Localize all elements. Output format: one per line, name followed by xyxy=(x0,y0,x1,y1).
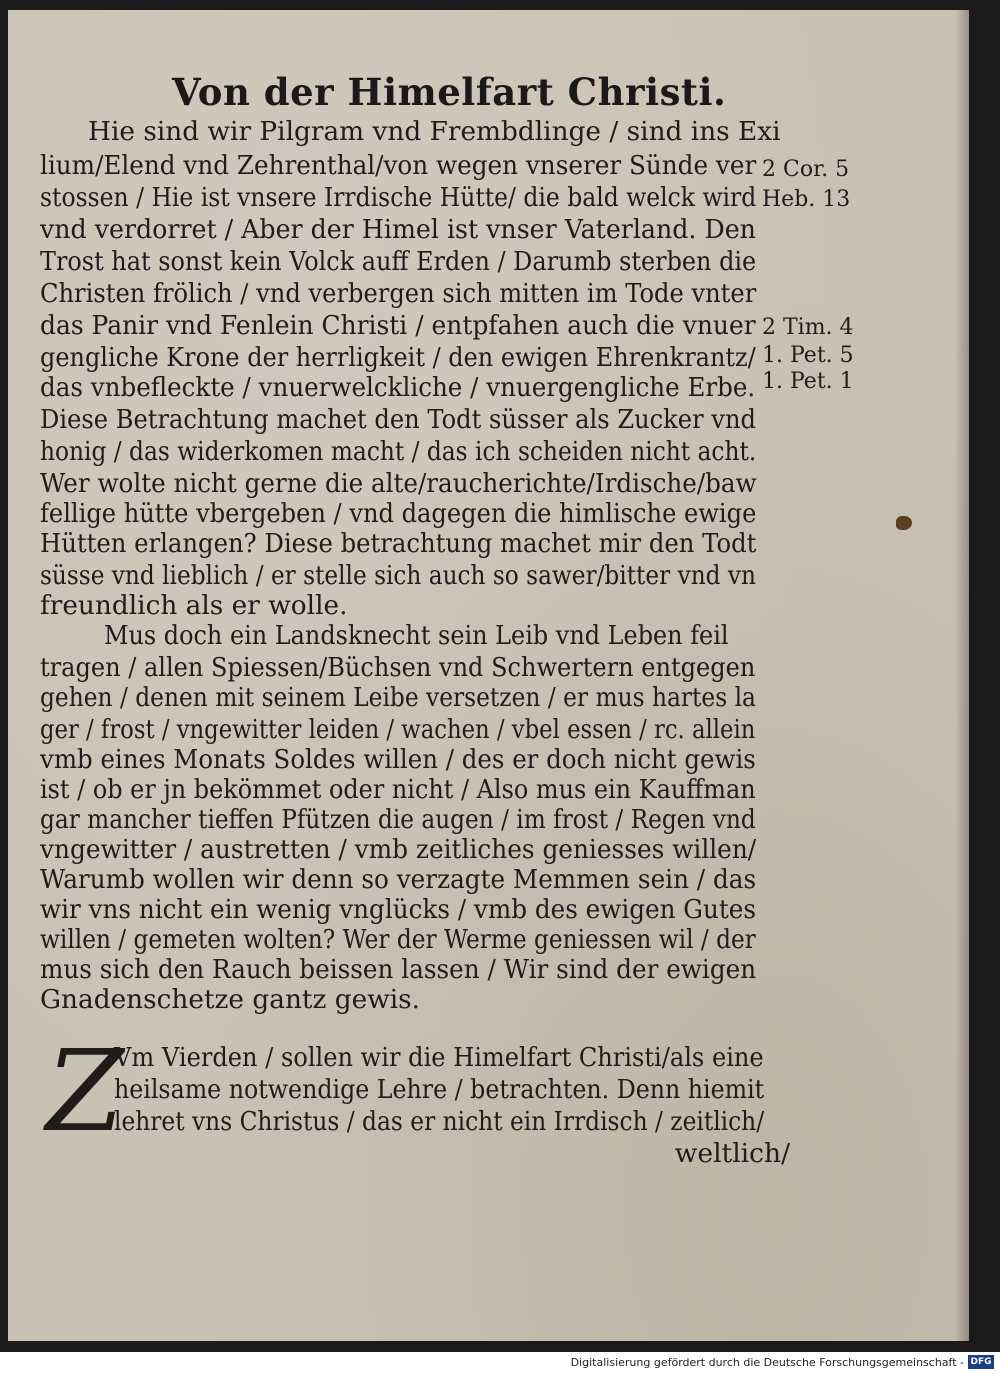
text-line: Vm Vierden / sollen wir die Himelfart Christi/als eine xyxy=(114,1042,764,1073)
page-title: Von der Himelfart Christi. xyxy=(172,70,727,114)
margin-note: 2 Cor. 5 xyxy=(762,157,850,182)
text-line: lehret vns Christus / das er nicht ein Irrdisch / zeitlich/ xyxy=(114,1106,765,1137)
text-line: gengliche Krone der herrligkeit / den ewigen Ehrenkrantz/ xyxy=(40,342,756,373)
text-line: vngewitter / austretten / vmb zeitliches geniesses willen/ xyxy=(40,834,757,865)
text-line: vmb eines Monats Soldes willen / des er doch nicht gewis xyxy=(40,744,756,775)
text-line: willen / gemeten wolten? Wer der Werme geniessen wil / der xyxy=(40,924,756,955)
text-line: stossen / Hie ist vnsere Irrdische Hütte/ die bald welck wird xyxy=(40,182,757,213)
text-line: Gnadenschetze gantz gewis. xyxy=(40,984,421,1015)
text-line: das vnbefleckte / vnuerwelckliche / vnuergengliche Erbe. xyxy=(40,372,756,403)
margin-note: 2 Tim. 4 xyxy=(762,315,854,340)
margin-note: 1. Pet. 1 xyxy=(762,369,854,394)
text-line: tragen / allen Spiessen/Büchsen vnd Schwertern entgegen xyxy=(40,652,756,683)
text-line: vnd verdorret / Aber der Himel ist vnser Vaterland. Den xyxy=(40,214,756,245)
page-edge-shadow xyxy=(955,10,969,1341)
text-line: Hütten erlangen? Diese betrachtung machet mir den Todt xyxy=(40,528,757,559)
text-line: Diese Betrachtung machet den Todt süsser als Zucker vnd xyxy=(40,404,756,435)
text-line: Warumb wollen wir denn so verzagte Memmen sein / das xyxy=(40,864,757,895)
margin-note: Heb. 13 xyxy=(762,187,851,212)
text-line: wir vns nicht ein wenig vnglücks / vmb des ewigen Gutes xyxy=(40,894,757,925)
text-line: fellige hütte vbergeben / vnd dagegen die himlische ewige xyxy=(40,498,757,529)
text-line: honig / das widerkomen macht / das ich scheiden nicht acht. xyxy=(40,436,757,467)
text-line: lium/Elend vnd Zehrenthal/von wegen vnserer Sünde ver xyxy=(40,150,757,181)
text-line: ger / frost / vngewitter leiden / wachen / vbel essen / rc. allein xyxy=(40,714,756,745)
text-line: freundlich als er wolle. xyxy=(40,590,348,621)
text-line: gehen / denen mit seinem Leibe versetzen / er mus hartes la xyxy=(40,682,756,713)
text-line: Mus doch ein Landsknecht sein Leib vnd Leben feil xyxy=(104,620,729,651)
catchword: weltlich/ xyxy=(674,1138,790,1169)
text-line: gar mancher tieffen Pfützen die augen / im frost / Regen vnd xyxy=(40,804,756,835)
margin-note: 1. Pet. 5 xyxy=(762,343,854,368)
digitization-credit: Digitalisierung gefördert durch die Deutsche Forschungsgemeinschaft - xyxy=(570,1356,964,1369)
text-line: ist / ob er jn bekömmet oder nicht / Also mus ein Kauffman xyxy=(40,774,756,805)
text-line: süsse vnd lieblich / er stelle sich auch so sawer/bitter vnd vn xyxy=(40,560,756,591)
text-line: heilsame notwendige Lehre / betrachten. Denn hiemit xyxy=(114,1074,765,1105)
text-line: Trost hat sonst kein Volck auff Erden / Darumb sterben die xyxy=(40,246,757,277)
text-line: mus sich den Rauch beissen lassen / Wir sind der ewigen xyxy=(40,954,757,985)
text-line: das Panir vnd Fenlein Christi / entpfahen auch die vnuer xyxy=(40,310,756,341)
drop-cap: Z xyxy=(46,1027,124,1157)
text-line: Wer wolte nicht gerne die alte/raucherichte/Irdische/baw xyxy=(40,468,757,499)
text-line: Christen frölich / vnd verbergen sich mitten im Tode vnter xyxy=(40,278,757,309)
text-line: Hie sind wir Pilgram vnd Frembdlinge / sind ins Exi xyxy=(88,116,781,147)
dfg-logo: DFG xyxy=(968,1355,994,1369)
